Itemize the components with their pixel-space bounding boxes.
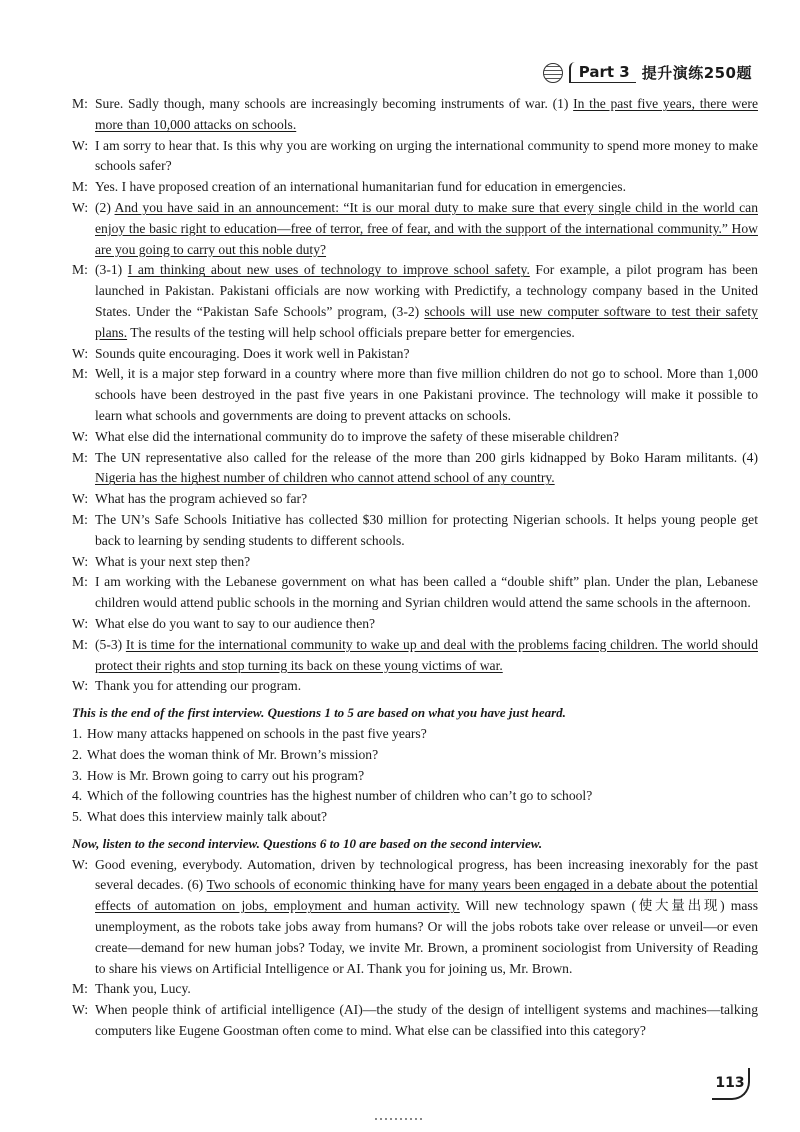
question-text: Which of the following countries has the highest number of children who can’t go to school?	[87, 788, 593, 804]
question-text: What does the woman think of Mr. Brown’s mission?	[87, 746, 379, 762]
dialog-text: What else did the international community do to improve the safety of these miserable children?	[95, 428, 619, 444]
question-text: How many attacks happened on schools in the past five years?	[87, 725, 427, 741]
question-number: 1.	[72, 725, 83, 741]
dialog-turn	[72, 94, 758, 136]
speaker-label: W:	[72, 428, 89, 444]
speaker-label: M:	[72, 574, 88, 590]
dialog-turn	[72, 510, 758, 552]
speaker-label: M:	[72, 511, 88, 527]
dialog-text: (2)	[95, 199, 115, 215]
dialog-turn	[72, 572, 758, 614]
dialog-turn	[72, 552, 758, 573]
dialog-turn	[72, 177, 758, 198]
underlined-answer-text: Two schools of economic thinking have for many years been engaged in a debate about the potential effects of automation on jobs, employment and human activity.	[95, 877, 758, 914]
speaker-label: M:	[72, 179, 88, 195]
dialog-text: Well, it is a major step forward in a country where more than five million children do not go to school. More than 1,000 schools have been destroyed in the past five years in one Pakistani province. The technology will make it possible to learn what schools and governments are doing to prevent attacks on schools.	[95, 366, 758, 423]
question-item	[72, 724, 758, 745]
dialog-text: Yes. I have proposed creation of an international humanitarian fund for education in emergencies.	[95, 179, 626, 195]
speaker-label: M:	[72, 96, 88, 111]
question-item	[72, 786, 758, 807]
dialog-text: What else do you want to say to our audience then?	[95, 615, 376, 631]
dialog-text: I am working with the Lebanese government on what has been called a “double shift” plan. Under the plan, Lebanese children would attend public schools in the morning and Syrian children would attend the same schools in the afternoon.	[95, 574, 758, 611]
dialog-text: Thank you for attending our program.	[95, 678, 302, 694]
dialog-text: I am sorry to hear that. Is this why you are working on urging the international community to spend more money to make schools safer?	[95, 137, 758, 174]
speaker-label: M:	[72, 366, 88, 382]
underlined-answer-text: And you have said in an announcement: “It is our moral duty to make sure that every single child in the world can enjoy the basic right to education—free of terror, free of fear, and with the support of the international community.” How are you going to carry out this noble duty?	[95, 199, 758, 257]
speaker-label: W:	[72, 856, 89, 872]
speaker-label: M:	[72, 981, 88, 997]
dialog-turn	[72, 260, 758, 343]
footer-mark	[375, 1118, 425, 1120]
underlined-answer-text: schools will use new computer software to test their safety plans.	[95, 303, 758, 340]
dialog-text: For example, a pilot program has been launched in Pakistan. Pakistani officials are now working with Predictify, a technology company based in the United States. Under the “Pakistan Safe Schools” program, (3-2)	[95, 262, 758, 319]
speaker-label: M:	[72, 262, 88, 278]
dialog-turn	[72, 364, 758, 426]
dialog-text: Sounds quite encouraging. Does it work well in Pakistan?	[95, 345, 410, 361]
dialog-turn	[72, 1000, 758, 1042]
dialog-turn	[72, 136, 758, 178]
dialog-text: What is your next step then?	[95, 553, 251, 569]
dialog-turn	[72, 676, 758, 697]
dialog-text: Thank you, Lucy.	[95, 981, 191, 997]
question-list	[72, 724, 758, 828]
underlined-answer-text: I am thinking about new uses of technology to improve school safety.	[127, 262, 530, 278]
dialog-turn	[72, 198, 758, 260]
dialog-text: (3-1)	[95, 262, 128, 278]
interview-one	[72, 94, 758, 697]
question-item	[72, 807, 758, 828]
underlined-answer-text: Nigeria has the highest number of children who cannot attend school of any country.	[95, 470, 555, 486]
underlined-answer-text: It is time for the international community to wake up and deal with the problems facing children. The world should protect their rights and stop turning its back on these young victims of war.	[95, 636, 758, 673]
question-number: 5.	[72, 809, 83, 825]
question-number: 3.	[72, 767, 83, 783]
dialog-turn	[72, 427, 758, 448]
dialog-turn	[72, 448, 758, 490]
section-one-instruction: This is the end of the first interview. Questions 1 to 5 are based on what you have just heard.	[72, 705, 566, 721]
globe-icon	[543, 63, 563, 83]
section-two-instruction: Now, listen to the second interview. Questions 6 to 10 are based on the second interview.	[72, 835, 543, 851]
speaker-label: W:	[72, 553, 89, 569]
dialog-turn	[72, 344, 758, 365]
question-text: How is Mr. Brown going to carry out his program?	[87, 767, 365, 783]
speaker-label: M:	[72, 636, 88, 652]
dialog-turn	[72, 979, 758, 1000]
speaker-label: W:	[72, 615, 89, 631]
dialog-text: When people think of artificial intelligence (AI)—the study of the design of intelligent systems and machines—talking computers like Eugene Goostman often come to mind. What else can be classified into this category?	[95, 1002, 758, 1039]
page-content	[72, 94, 758, 1042]
underlined-answer-text: In the past five years, there were more than 10,000 attacks on schools.	[95, 96, 758, 132]
dialog-text: What has the program achieved so far?	[95, 491, 308, 507]
part-title: 提升演练250题	[641, 64, 752, 82]
speaker-label: W:	[72, 678, 89, 694]
dialog-turn	[72, 614, 758, 635]
page-number: 113	[712, 1068, 750, 1100]
question-text: What does this interview mainly talk about?	[87, 809, 328, 825]
dialog-text: Will new technology spawn (使大量出现) mass unemployment, as the robots take jobs away from humans? Or will the jobs robots take over release or unveil—or even create—demand for new human jobs? Today, we invite Mr. Brown, a prominent sociologist from University of Reading to share his views on Artificial Intelligence or AI. Thank you for joining us, Mr. Brown.	[95, 898, 758, 976]
dialog-text: Sure. Sadly though, many schools are increasingly becoming instruments of war. (1)	[95, 96, 574, 111]
question-item	[72, 745, 758, 766]
interview-two	[72, 855, 758, 1042]
question-number: 2.	[72, 746, 83, 762]
part-label: Part 3	[569, 62, 636, 83]
speaker-label: M:	[72, 449, 88, 465]
speaker-label: W:	[72, 345, 89, 361]
dialog-text: The UN’s Safe Schools Initiative has collected $30 million for protecting Nigerian schools. It helps young people get back to learning by sending students to different schools.	[95, 511, 758, 548]
dialog-turn	[72, 635, 758, 677]
speaker-label: W:	[72, 491, 89, 507]
dialog-text: Good evening, everybody. Automation, driven by technological progress, has been increasing inexorably for the past several decades. (6)	[95, 856, 758, 893]
page-header	[543, 62, 752, 83]
speaker-label: W:	[72, 137, 89, 153]
dialog-text: The UN representative also called for the release of the more than 200 girls kidnapped by Boko Haram militants. (4)	[95, 449, 758, 465]
dialog-turn	[72, 489, 758, 510]
dialog-turn	[72, 855, 758, 980]
dialog-text: (5-3)	[95, 636, 126, 652]
speaker-label: W:	[72, 199, 89, 215]
question-number: 4.	[72, 788, 83, 804]
question-item	[72, 766, 758, 787]
speaker-label: W:	[72, 1002, 89, 1018]
dialog-text: The results of the testing will help school officials prepare better for emergencies.	[127, 324, 575, 340]
